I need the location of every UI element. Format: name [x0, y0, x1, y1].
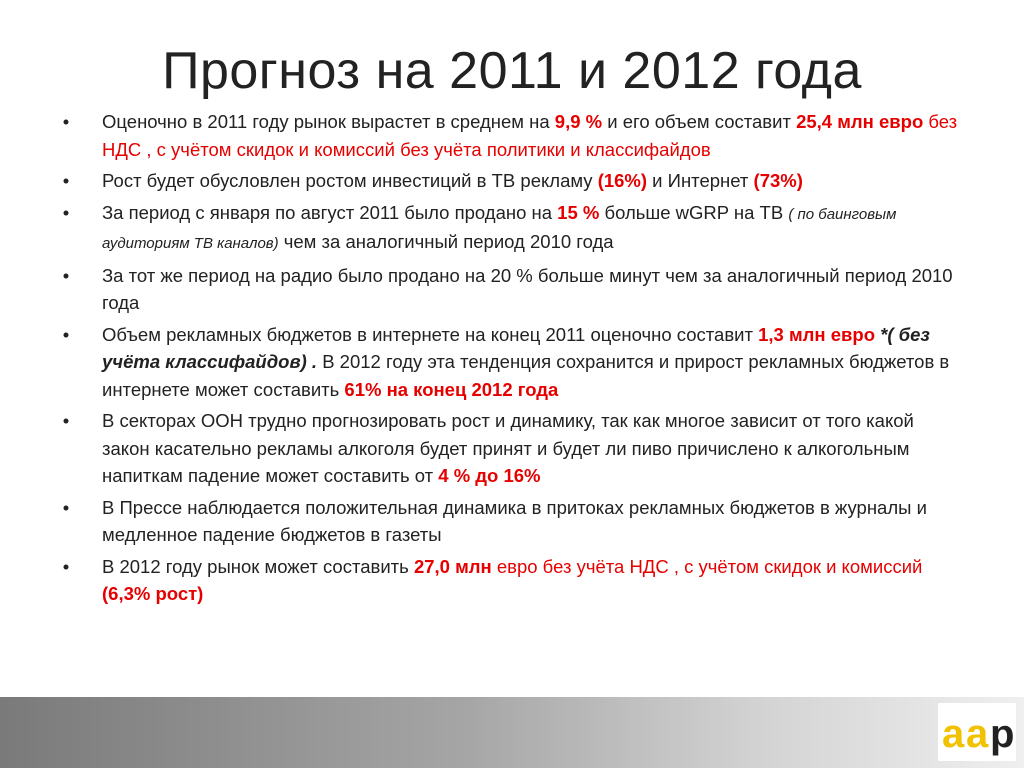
bullet-marker: • [62, 201, 70, 223]
bullet-marker: • [62, 170, 70, 191]
bullet-item [60, 262, 965, 317]
bullet-text-segment: За период с января по август 2011 было продано на [102, 201, 558, 223]
bullet-marker: • [62, 111, 70, 132]
bullet-text-segment: 25,4 млн евро [796, 111, 924, 132]
bullet-text-segment: и Интернет [647, 170, 754, 191]
bullet-item [60, 199, 965, 258]
bullet-text-segment: Оценочно в 2011 году рынок вырастет в среднем на [102, 111, 555, 132]
bullet-text-segment: больше wGRP на ТВ [599, 201, 789, 223]
bullet-text-segment: В 2012 году эта тенденция сохранится и прирост рекламных бюджетов в интернете может составить [102, 351, 950, 400]
bullet-item [60, 553, 965, 608]
bullet-text-segment: (73%) [753, 170, 803, 191]
bullet-text-segment: (16%) [597, 170, 648, 191]
bullet-item [60, 407, 965, 490]
aap-logo [938, 703, 1016, 761]
bullet-item [60, 167, 965, 195]
bullet-marker: • [62, 264, 70, 286]
slide-title: Прогноз на 2011 и 2012 года [162, 42, 862, 100]
bullet-text-segment: 4 % до 16% [438, 465, 541, 486]
bullet-text-segment: *( без учёта классифайдов) . [102, 323, 930, 372]
logo-letter: a [942, 712, 965, 756]
bullet-text-segment: 9,9 % [554, 111, 603, 132]
bullet-marker: • [62, 323, 70, 345]
bullet-item [60, 108, 965, 163]
bullet-text-segment: В 2012 году рынок может составить [102, 555, 414, 577]
logo-letter: a [966, 712, 989, 756]
slide-content [60, 108, 965, 612]
bullet-marker: • [62, 410, 70, 431]
footer-bar [0, 697, 1024, 768]
bullet-text-segment: 1,3 млн евро [758, 323, 875, 345]
bullet-text-segment: без НДС , с учётом скидок и комиссий без учёта политики и классифайдов [102, 111, 958, 160]
bullet-text-segment: 61% на конец 2012 года [344, 378, 559, 400]
logo-letter: p [990, 712, 1015, 756]
bullet-text-segment: евро без учёта НДС , с учётом скидок и комиссий [491, 555, 923, 577]
bullet-marker: • [62, 555, 70, 577]
bullet-marker: • [62, 496, 70, 518]
bullet-text-segment: Объем рекламных бюджетов в интернете на конец 2011 оценочно составит [102, 323, 759, 345]
bullet-text-segment: За тот же период на радио было продано на 20 % больше минут чем за аналогичный период 2010 года [102, 264, 953, 313]
bullet-text-segment: чем за аналогичный период 2010 года [278, 231, 614, 252]
bullet-text-segment: 27,0 млн [413, 555, 492, 577]
bullet-text-segment: 15 % [557, 201, 600, 223]
bullet-text-segment: Рост будет обусловлен ростом инвестиций в ТВ рекламу [102, 170, 598, 191]
bullet-item [60, 494, 965, 549]
bullet-text-segment: (6,3% рост) [102, 583, 204, 604]
bullet-item [60, 321, 965, 404]
bullet-text-segment: и его объем составит [602, 111, 797, 132]
bullet-text-segment: В секторах ООН трудно прогнозировать рост и динамику, так как многое зависит от того какой закон касательно рекламы алкоголя будет принят и будет ли пиво причислено к алкогольным напиткам падение может составить от [102, 410, 914, 486]
aap-logo-graphic [938, 703, 1016, 761]
bullet-text-segment: ( по баинговым аудиториям ТВ каналов) [102, 205, 897, 252]
bullet-text-segment: В Прессе наблюдается положительная динамика в притоках рекламных бюджетов в журналы и медленное падение бюджетов в газеты [102, 496, 927, 545]
bullet-list [60, 108, 965, 608]
